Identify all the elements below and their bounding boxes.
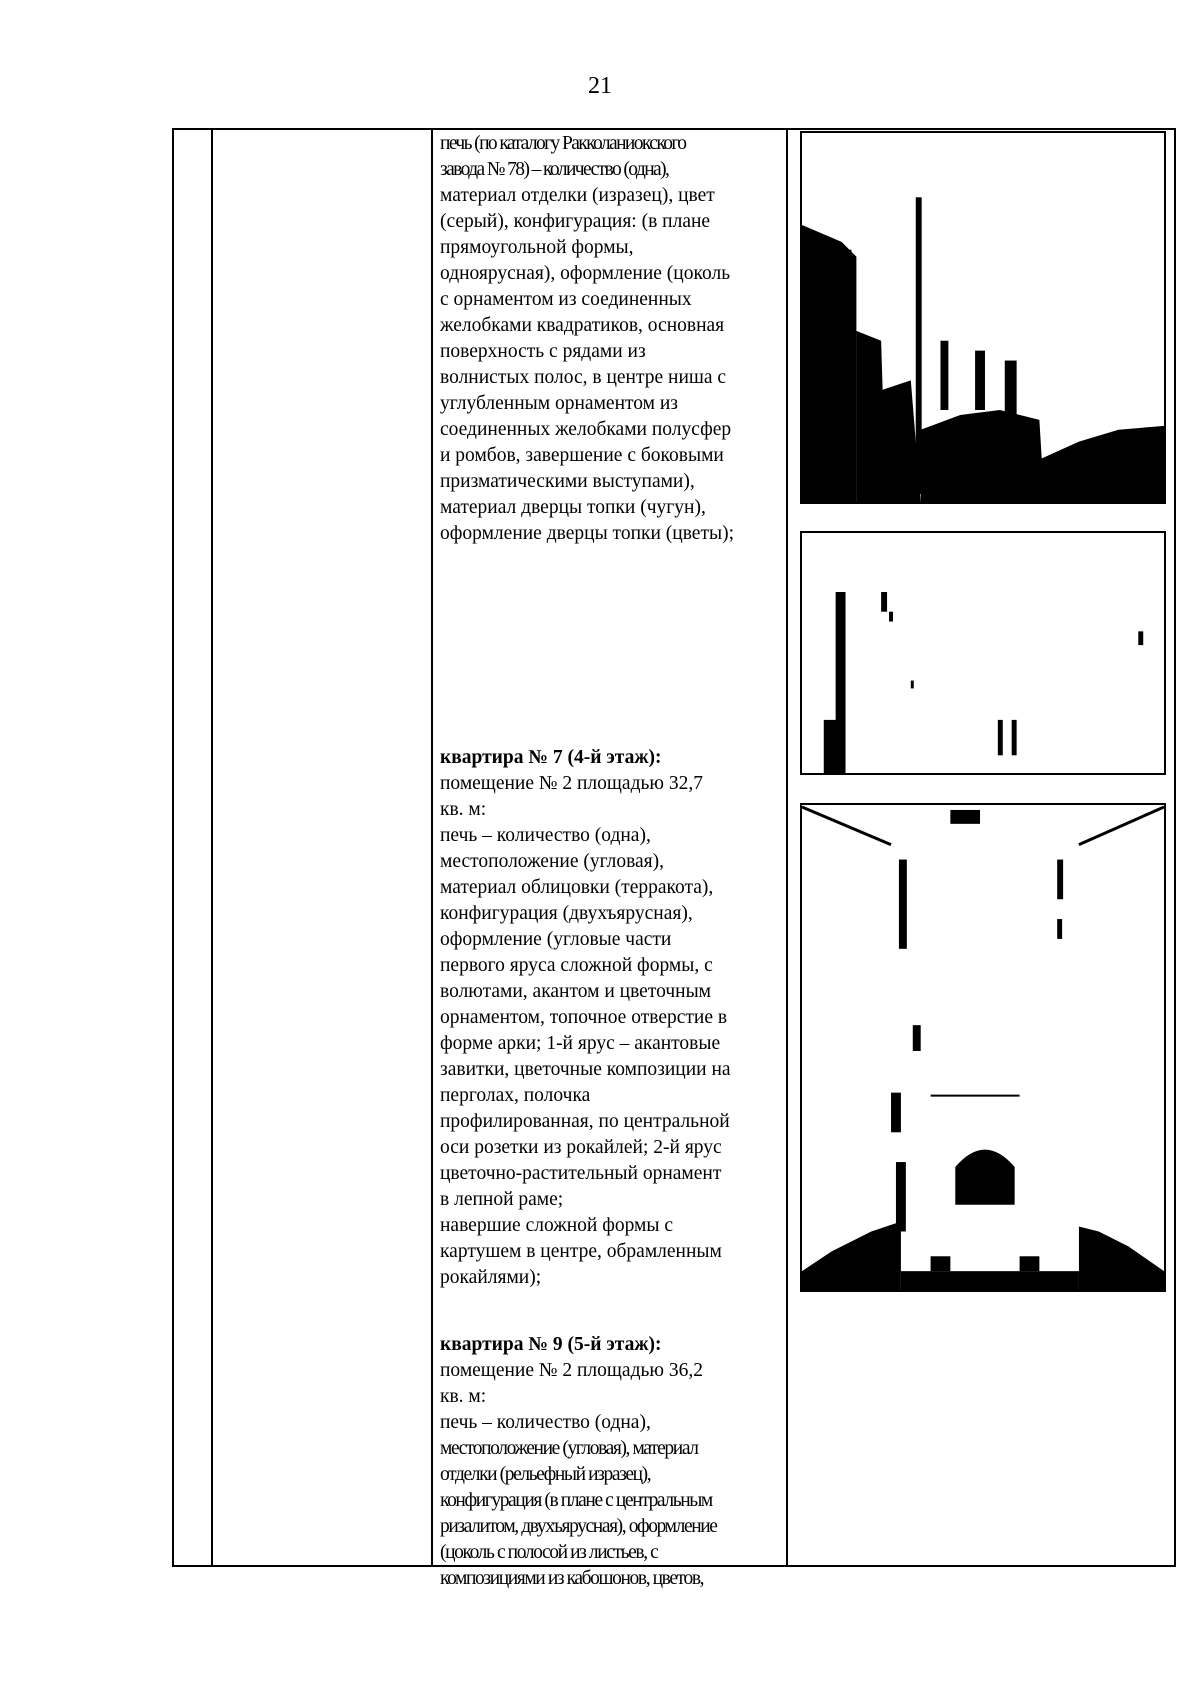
stove-description-2 (440, 745, 778, 1291)
text-line: печь – количество (одна), (440, 1412, 651, 1433)
text-line: и ромбов, завершение с боковыми (440, 445, 724, 466)
text-line: печь – количество (одна), (440, 825, 651, 846)
text-line: кв. м: (440, 1386, 487, 1407)
stove-description-3 (440, 1332, 778, 1592)
text-line: материал облицовки (терракота), (440, 877, 714, 898)
table-right-border (1174, 128, 1176, 1567)
table-top-border (172, 128, 1176, 130)
text-line: оформление дверцы топки (цветы); (440, 523, 734, 544)
text-line: одноярусная), оформление (цоколь (440, 263, 731, 284)
text-line: завитки, цветочные композиции на (440, 1059, 731, 1080)
text-line: (серый), конфигурация: (в плане (440, 211, 711, 232)
terracotta-stove-photo (800, 803, 1166, 1292)
text-line: призматическими выступами), (440, 471, 695, 492)
text-line: волнистых полос, в центре ниша с (440, 367, 727, 388)
column-divider-2 (431, 128, 433, 1567)
text-line: с орнаментом из соединенных (440, 289, 692, 310)
text-line: прямоугольной формы, (440, 237, 634, 258)
apartment-heading: квартира № 9 (5-й этаж): (440, 1334, 662, 1355)
table-left-border (172, 128, 174, 1567)
text-line: орнаментом, топочное отверстие в (440, 1007, 728, 1028)
text-line: в лепной раме; (440, 1189, 564, 1210)
stove-description-1 (440, 131, 778, 547)
page-number: 21 (588, 73, 612, 99)
text-line: соединенных желобками полусфер (440, 419, 732, 440)
text-line: материал дверцы топки (чугун), (440, 497, 706, 518)
text-line: конфигурация (в плане с центральным (440, 1490, 712, 1511)
text-line: форме арки; 1-й ярус – акантовые (440, 1033, 721, 1054)
terracotta-stove-photo-icon (802, 805, 1164, 1290)
stove-corner-photo (800, 131, 1166, 504)
text-line: местоположение (угловая), материал (440, 1438, 698, 1459)
text-line: оформление (угловые части (440, 929, 672, 950)
text-line: профилированная, по центральной (440, 1111, 730, 1132)
text-line: поверхность с рядами из (440, 341, 646, 362)
stove-corner-photo-icon (802, 133, 1164, 502)
text-line: завода № 78) – количество (одна), (440, 159, 669, 180)
text-line: композициями из кабошонов, цветов, (440, 1568, 704, 1589)
text-line: кв. м: (440, 799, 487, 820)
text-line: конфигурация (двухъярусная), (440, 903, 693, 924)
apartment-heading: квартира № 7 (4-й этаж): (440, 747, 662, 768)
text-line: ризалитом, двухъярусная), оформление (440, 1516, 717, 1537)
text-line: навершие сложной формы с (440, 1215, 674, 1236)
text-line: помещение № 2 площадью 32,7 (440, 773, 703, 794)
text-line: (цоколь с полосой из листьев, с (440, 1542, 658, 1563)
text-line: углубленным орнаментом из (440, 393, 679, 414)
text-line: местоположение (угловая), (440, 851, 665, 872)
text-line: отделки (рельефный изразец), (440, 1464, 651, 1485)
text-line: волютами, акантом и цветочным (440, 981, 712, 1002)
text-line: материал отделки (изразец), цвет (440, 185, 715, 206)
column-divider-1 (211, 128, 213, 1567)
text-line: первого яруса сложной формы, с (440, 955, 713, 976)
column-divider-3 (786, 128, 788, 1567)
stove-wall-photo (800, 531, 1166, 775)
text-line: цветочно-растительный орнамент (440, 1163, 722, 1184)
stove-wall-photo-icon (802, 533, 1164, 773)
text-line: оси розетки из рокайлей; 2-й ярус (440, 1137, 722, 1158)
text-line: желобками квадратиков, основная (440, 315, 725, 336)
text-line: помещение № 2 площадью 36,2 (440, 1360, 703, 1381)
text-line: рокайлями); (440, 1267, 542, 1288)
text-line: картушем в центре, обрамленным (440, 1241, 722, 1262)
text-line: перголах, полочка (440, 1085, 591, 1106)
text-line: печь (по каталогу Ракколаниокского (440, 133, 686, 154)
